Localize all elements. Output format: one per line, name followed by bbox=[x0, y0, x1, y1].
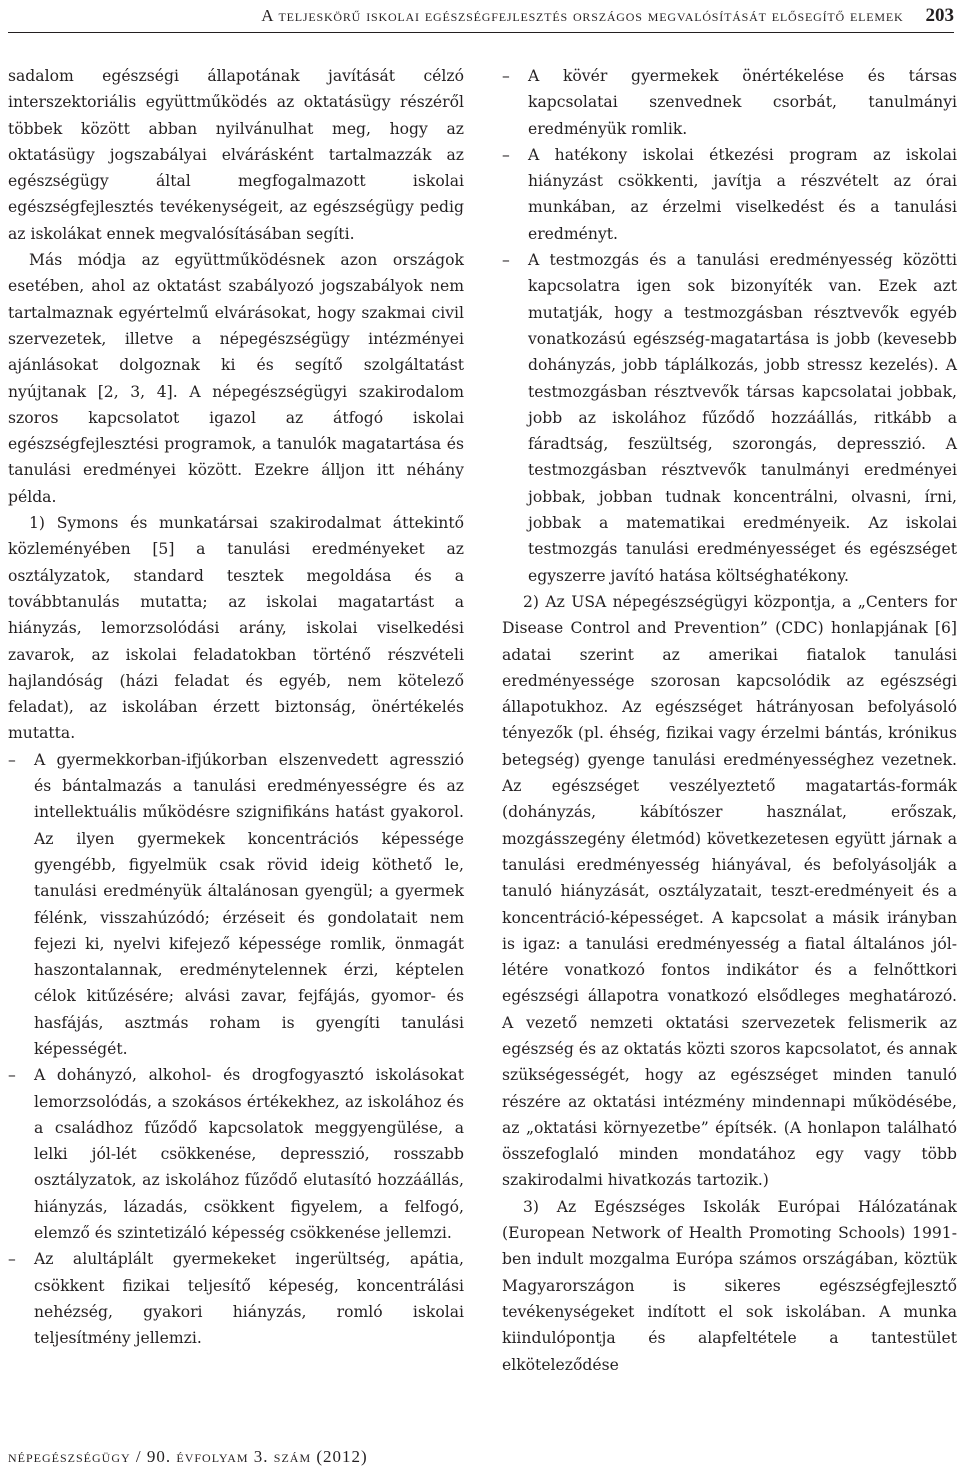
running-header bbox=[8, 0, 954, 33]
list-item-text: A testmozgás és a tanulási eredményesség közötti kapcsolatra igen sok bizonyíték van. Ezek azt mutatják, hogy a testmozgásban résztvevők egyéb vonatkozású egészség-magatartása is jobb (kevesebb dohányzás, jobb táplálkozás, jobb stressz kezelés). A testmozgásban résztvevők társas kapcsolatai jobbak, jobb az iskolához fűződő hozzáállás, ritkább a fáradtság, feszültség, szorongás, depresszió. A testmozgásban résztvevők tanulmányi eredményei jobbak, jobban tudnak koncentrálni, olvasni, írni, jobbak a matematikai eredményeik. Az iskolai testmozgás tanulási eredményességet és egészséget egyszerre javító hatása költséghatékony. bbox=[528, 251, 957, 585]
dash-marker: – bbox=[502, 67, 510, 85]
list-item-text: A gyermekkorban-ifjúkorban elszenvedett agresszió és bántalmazás a tanulási eredményességre és az intellektuális működésre szignifikáns hatást gyakorol. Az ilyen gyermekek koncentrációs képessége gyengébb, figyelmük csak rövid ideig köthető le, tanulási eredményük általánosan gyengül; a gyermek félénk, visszahúzódó; érzéseit és gondolatait nem fejezi ki, nyelvi kifejező képessége romlik, önmagát haszontalannak, eredménytelennek érzi, képtelen célok kitűzésére; alvási zavar, fejfájás, gyomor- és hasfájás, asztmás roham is gyengíti tanulási képességét. bbox=[34, 750, 464, 1058]
dash-marker: – bbox=[502, 145, 510, 164]
dash-list-item bbox=[8, 1062, 464, 1246]
paragraph: Más módja az együttműködésnek azon országok esetében, ahol az oktatást szabályozó jogszabályok nem tartalmaznak egyértelmű elvárásokat, hogy szakmai civil szervezetek, illetve a népegészségügy intézményei ajánlásokat dolgoznak ki és segítő szolgáltatást nyújtanak [2, 3, 4]. A népegészségügyi szakirodalom szoros kapcsolatot igazol az átfogó iskolai egészségfejlesztési programok, a tanulók magatartása és tanulási eredményei között. Ezekre álljon itt néhány példa. bbox=[8, 251, 464, 506]
right-column bbox=[502, 63, 957, 1378]
dash-list-item bbox=[8, 1246, 464, 1351]
left-column bbox=[8, 63, 464, 1352]
page-number: 203 bbox=[925, 5, 954, 26]
paragraph: 1) Symons és munkatársai szakirodalmat áttekintő közleményében [5] a tanulási eredményeket az osztályzatok, standard tesztek megoldása és a továbbtanulás mutatta; az iskolai magatartást a hiányzás, lemorzsolódási arány, iskolai viselkedési zavarok, az iskolai feladatokban történő részvételi hajlandóság (házi feladat és egyéb, nem kötelező feladat), az iskolában érzett biztonság, önértékelés mutatta. bbox=[8, 514, 464, 743]
list-item-text: Az alultáplált gyermekeket ingerültség, apátia, csökkent fizikai teljesítő képeség, koncentrálási nehézség, gyakori hiányzás, romló iskolai teljesítmény jellemzi. bbox=[34, 1250, 464, 1348]
list-item-text: A dohányzó, alkohol- és drogfogyasztó iskolásokat lemorzsolódás, a szokásos értékekhez, az iskolához és a családhoz fűződő kapcsolatok meggyengülése, a lelki jól-lét csökkenése, depresszió, rosszabb osztályzatok, az iskolához fűződő elutasító hozzáállás, hiányzás, lázadás, csökkent figyelem, a felfogó, elemző és szintetizáló képesség csökkenése jellemzi. bbox=[34, 1066, 464, 1243]
dash-marker: – bbox=[8, 750, 16, 769]
dash-list-item bbox=[8, 747, 464, 1063]
list-item-text: A kövér gyermekek önértékelése és társas kapcsolatai szenvednek csorbát, tanulmányi eredményük romlik. bbox=[528, 67, 957, 138]
dash-marker: – bbox=[502, 251, 510, 270]
journal-footer: népegészségügy / 90. évfolyam 3. szám (2012) bbox=[8, 1447, 368, 1466]
running-title: A teljeskörű iskolai egészségfejlesztés országos megvalósítását elősegítő elemek bbox=[261, 6, 904, 25]
dash-list-item bbox=[502, 247, 957, 589]
dash-marker: – bbox=[8, 1066, 16, 1085]
paragraph: sadalom egészségi állapotának javítását célzó interszektoriális együttműködés az oktatásügy részéről többek között abban nyilvánulhat meg, hogy az oktatásügy jogszabályai elvárásként tartalmazzák az egészségügy által megfogalmazott iskolai egészségfejlesztés tevékenységeit, az egészségügy pedig az iskolákat ennek megvalósításában segíti. bbox=[8, 67, 464, 243]
dash-list-item bbox=[502, 63, 957, 142]
paragraph: 3) Az Egészséges Iskolák Európai Hálózatának (European Network of Health Promoting Schools) 1991-ben indult mozgalma Európa számos országában, köztük Magyarországon is sikeres egészségfejlesztő tevékenységeket indított el sok iskolában. A munka kiindulópontja és alapfeltétele a tantestület elköteleződése bbox=[502, 1197, 957, 1374]
dash-marker: – bbox=[8, 1250, 16, 1269]
dash-list-item bbox=[502, 142, 957, 247]
paragraph: 2) Az USA népegészségügyi központja, a „Centers for Disease Control and Prevention” (CDC) honlapjának [6] adatai szerint az amerikai fiatalok tanulási eredményessége szorosan kapcsolódik az egészségi állapotukhoz. Az egészséget hátrányosan befolyásoló tényezők (pl. éhség, fizikai vagy érzelmi bántás, krónikus betegség) gyenge tanulási eredményességhez vezetnek. Az egészséget veszélyeztető magatartás-formák (dohányzás, kábítószer használat, erőszak, mozgásszegény életmód) következetesen együtt járnak a tanulási eredményesség hiányával, és befolyásolják a tanuló hiányzását, osztályzatait, teszt-eredményeit és a koncentráció-képességet. A kapcsolat a másik irányban is igaz: a tanulási eredményesség a fiatal általános jól-létére vonatkozó fontos indikátor és a felnőttkori egészségi állapotra vonatkozó elsődleges meghatározó. A vezető nemzeti oktatási szervezetek felismerik az egészség és az oktatás közti szoros kapcsolatot, és annak szükségességét, hogy az egészséget minden tanuló részére az oktatási intézmény mindennapi működésébe, az „oktatási környezetbe” építsék. (A honlapon található összefoglaló minden mondatához egy vagy több szakirodalmi hivatkozás tartozik.) bbox=[502, 592, 957, 1190]
list-item-text: A hatékony iskolai étkezési program az iskolai hiányzást csökkenti, javítja a részvételt az órai munkában, az érzelmi viselkedést és a tanulási eredményt. bbox=[528, 145, 957, 243]
